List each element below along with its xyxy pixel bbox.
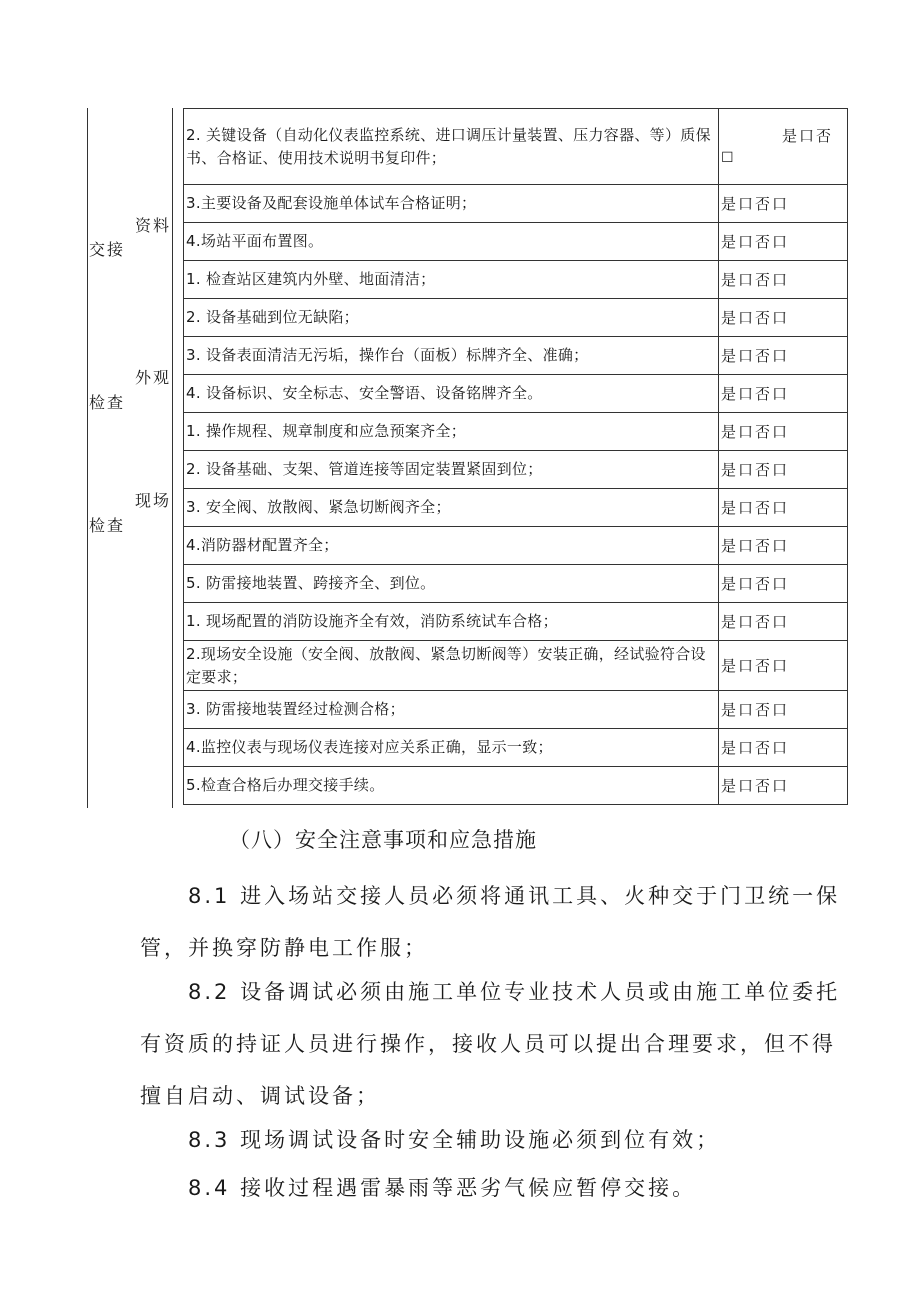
checklist-answer: 是口否口	[719, 489, 848, 527]
table-row	[184, 375, 848, 413]
table-row	[184, 223, 848, 261]
table-category-divider	[172, 108, 173, 808]
checklist-answer: 是口否口	[719, 299, 848, 337]
checklist-answer: 是口否口	[719, 691, 848, 729]
table-row	[184, 299, 848, 337]
checklist-item: 3.主要设备及配套设施单体试车合格证明；	[184, 185, 719, 223]
category-onsite-line1: 现场	[135, 491, 172, 510]
checklist-answer: 是口否口	[719, 641, 848, 691]
checklist-answer: 是口否口	[719, 375, 848, 413]
category-appearance-line1: 外观	[135, 368, 172, 387]
checklist-answer: 是口否口	[719, 223, 848, 261]
table-row	[184, 729, 848, 767]
checklist-item: 3. 设备表面清洁无污垢，操作台（面板）标牌齐全、准确；	[184, 337, 719, 375]
category-appearance-line2: 检查	[89, 393, 126, 412]
checklist-answer: 是口否口	[719, 565, 848, 603]
table-row	[184, 565, 848, 603]
checklist-item: 4.监控仪表与现场仪表连接对应关系正确，显示一致；	[184, 729, 719, 767]
checklist-answer: 是口否口	[719, 451, 848, 489]
checklist-item: 4. 设备标识、安全标志、安全警语、设备铭牌齐全。	[184, 375, 719, 413]
handover-checklist-table	[183, 108, 848, 805]
checklist-item: 5.检查合格后办理交接手续。	[184, 767, 719, 805]
checklist-item: 4.场站平面布置图。	[184, 223, 719, 261]
answer-text: 是口否	[781, 126, 833, 145]
category-materials-line1: 资料	[135, 216, 172, 235]
table-row	[184, 527, 848, 565]
table-row	[184, 767, 848, 805]
table-row	[184, 603, 848, 641]
table-row	[184, 451, 848, 489]
checklist-item: 4.消防器材配置齐全；	[184, 527, 719, 565]
checklist-answer: 是口否口	[719, 527, 848, 565]
checklist-answer: 是口否口	[719, 413, 848, 451]
checklist-item: 2. 设备基础到位无缺陷；	[184, 299, 719, 337]
checklist-answer: 是口否口	[719, 337, 848, 375]
table-row	[184, 261, 848, 299]
checklist-item: 5. 防雷接地装置、跨接齐全、到位。	[184, 565, 719, 603]
checklist-item: 2. 设备基础、支架、管道连接等固定装置紧固到位；	[184, 451, 719, 489]
checklist-item: 1. 检查站区建筑内外壁、地面清洁；	[184, 261, 719, 299]
checklist-item: 2. 关键设备（自动化仪表监控系统、进口调压计量装置、压力容器、等）质保书、合格证、使用技术说明书复印件；	[184, 109, 719, 185]
table-row	[184, 413, 848, 451]
checklist-item: 1. 操作规程、规章制度和应急预案齐全；	[184, 413, 719, 451]
paragraph-8-3: 8.3 现场调试设备时安全辅助设施必须到位有效；	[188, 1128, 721, 1152]
paragraph-8-1: 8.1 进入场站交接人员必须将通讯工具、火种交于门卫统一保管，并换穿防静电工作服；	[140, 884, 841, 960]
section-heading: （八）安全注意事项和应急措施	[229, 828, 537, 852]
checklist-answer: 是口否口	[719, 767, 848, 805]
checkbox-icon: ☐	[721, 149, 736, 166]
checklist-answer: 是口否口	[719, 729, 848, 767]
table-row	[184, 691, 848, 729]
checklist-item: 3. 安全阀、放散阀、紧急切断阀齐全；	[184, 489, 719, 527]
paragraph-8-2: 8.2 设备调试必须由施工单位专业技术人员或由施工单位委托有资质的持证人员进行操作，接收人员可以提出合理要求，但不得擅自启动、调试设备；	[140, 980, 841, 1108]
category-materials-line2: 交接	[89, 240, 126, 259]
checklist-answer: 是口否口	[719, 185, 848, 223]
paragraph-8-4: 8.4 接收过程遇雷暴雨等恶劣气候应暂停交接。	[188, 1176, 697, 1200]
checklist-answer: 是口否口	[719, 603, 848, 641]
checklist-answer	[719, 109, 848, 185]
table-row	[184, 185, 848, 223]
category-onsite-line2: 检查	[89, 516, 126, 535]
table-row	[184, 109, 848, 185]
checklist-item: 2.现场安全设施（安全阀、放散阀、紧急切断阀等）安装正确，经试验符合设定要求；	[184, 641, 719, 691]
checklist-answer: 是口否口	[719, 261, 848, 299]
checklist-item: 1. 现场配置的消防设施齐全有效，消防系统试车合格；	[184, 603, 719, 641]
table-row	[184, 641, 848, 691]
table-row	[184, 489, 848, 527]
checklist-item: 3. 防雷接地装置经过检测合格；	[184, 691, 719, 729]
table-left-border	[87, 108, 88, 808]
table-row	[184, 337, 848, 375]
